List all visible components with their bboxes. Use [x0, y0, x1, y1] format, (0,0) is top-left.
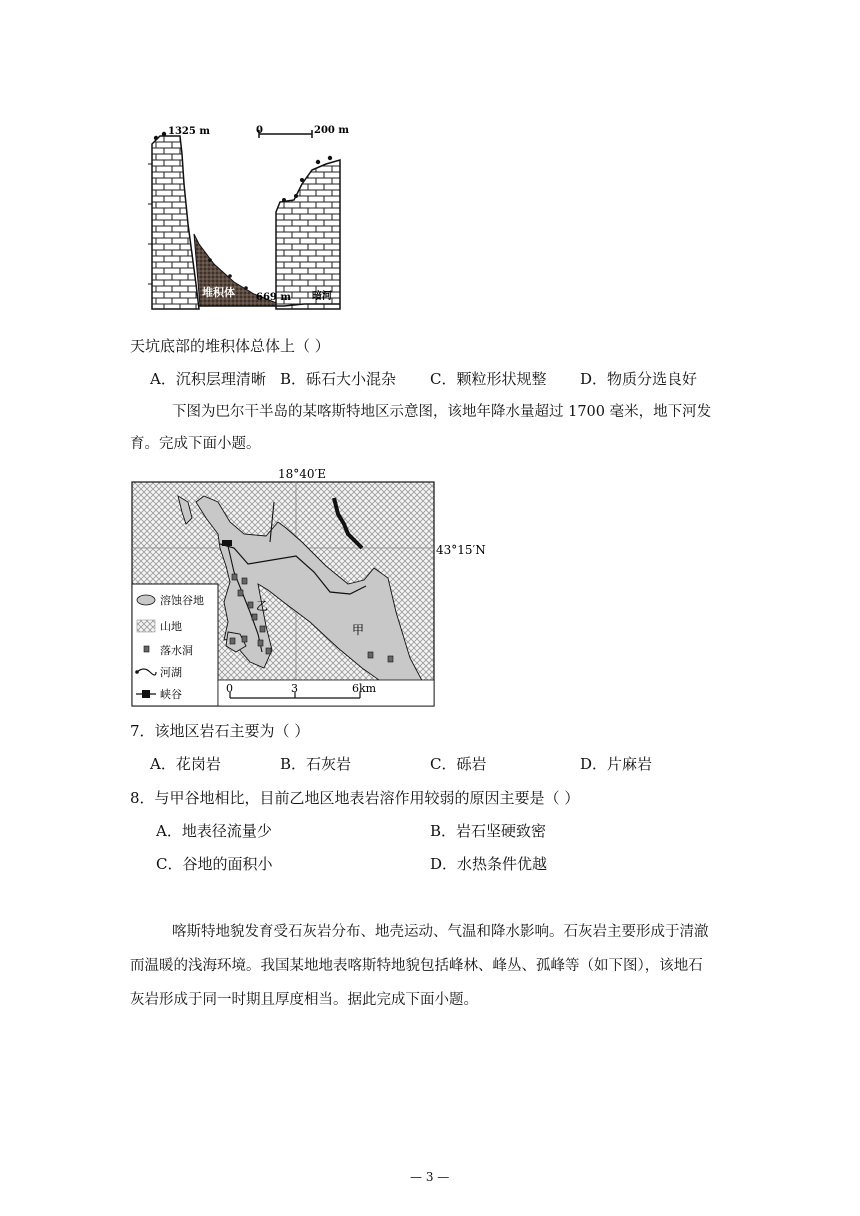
deposit-label: 堆积体 — [202, 286, 235, 299]
question8-option-c[interactable]: C．谷地的面积小 — [156, 855, 273, 873]
legend-mountain: 山地 — [160, 620, 182, 633]
question8-option-d[interactable]: D．水热条件优越 — [430, 855, 548, 873]
question-prev-option-c[interactable]: C．颗粒形状规整 — [430, 370, 547, 388]
question8-option-a[interactable]: A．地表径流量少 — [156, 822, 272, 840]
question-prev-option-d[interactable]: D．物质分选良好 — [580, 370, 698, 388]
question8-option-b[interactable]: B．岩石坚硬致密 — [430, 822, 547, 840]
intro1-line1: 下图为巴尔干半岛的某喀斯特地区示意图，该地年降水量超过 1700 毫米，地下河发 — [172, 404, 712, 420]
intro2-line2: 而温暖的浅海环境。我国某地地表喀斯特地貌包括峰林、峰丛、孤峰等（如下图），该地石 — [130, 958, 703, 974]
region-yi-label: 乙 — [256, 599, 269, 613]
right-cliff — [276, 160, 340, 309]
canyon-west — [222, 540, 232, 546]
legend-canyon: 峡谷 — [160, 688, 182, 701]
elevation-top-label: 1325 m — [168, 126, 210, 137]
question-prev-option-b[interactable]: B．砾石大小混杂 — [280, 370, 397, 388]
question7-option-a[interactable]: A．花岗岩 — [150, 755, 221, 773]
scale-end-label: 200 m — [314, 125, 349, 136]
intro2-line1: 喀斯特地貌发育受石灰岩分布、地壳运动、气温和降水影响。石灰岩主要形成于清澈 — [172, 924, 709, 940]
scale-label-0: 0 — [226, 682, 233, 695]
intro2-line3: 灰岩形成于同一时期且厚度相当。据此完成下面小题。 — [130, 992, 478, 1008]
longitude-label: 18°40′E — [278, 467, 327, 481]
question7-option-d[interactable]: D．片麻岩 — [580, 755, 653, 773]
legend-river-lake: 河湖 — [160, 666, 182, 679]
question8-stem: 8．与甲谷地相比，目前乙地区地表岩溶作用较弱的原因主要是（ ） — [130, 789, 580, 807]
question-prev-stem: 天坑底部的堆积体总体上（ ） — [130, 337, 330, 355]
legend-sinkhole: 落水洞 — [160, 644, 193, 657]
question7-option-c[interactable]: C．砾岩 — [430, 755, 487, 773]
legend-karst-valley: 溶蚀谷地 — [160, 594, 204, 607]
region-jia-label: 甲 — [352, 623, 365, 637]
question7-stem: 7．该地区岩石主要为（ ） — [130, 722, 310, 740]
intro1-line2: 育。完成下面小题。 — [130, 436, 261, 452]
scale-label-3: 3 — [291, 682, 298, 695]
sinkhole-cross-section-figure — [144, 124, 349, 314]
underground-river-label: 暗河 — [312, 291, 332, 302]
question-prev-option-a[interactable]: A．沉积层理清晰 — [150, 370, 266, 388]
map-scale-box — [218, 680, 434, 706]
scale-label-6km: 6km — [352, 682, 377, 695]
karst-map-figure — [126, 462, 498, 710]
scale-zero-label: 0 — [256, 125, 263, 136]
elevation-bottom-label: 669 m — [256, 292, 291, 303]
left-cliff — [152, 136, 199, 309]
latitude-label: 43°15′N — [436, 543, 486, 557]
question7-option-b[interactable]: B．石灰岩 — [280, 755, 352, 773]
page-number: — 3 — — [410, 1170, 450, 1184]
